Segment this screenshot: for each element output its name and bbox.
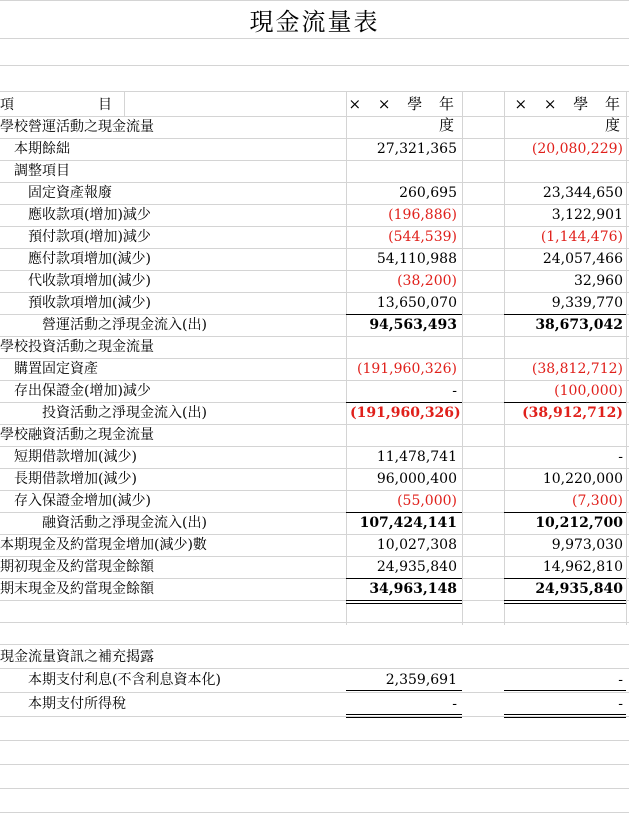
row-label[interactable]: 本期餘絀 (0, 141, 70, 157)
row-value-1[interactable]: (196,886) (388, 207, 457, 223)
row-value-2[interactable]: 9,339,770 (551, 295, 623, 311)
gridline-col (124, 91, 125, 116)
row-value-2[interactable]: 14,962,810 (542, 559, 623, 575)
row-value-1[interactable]: 27,321,365 (376, 141, 457, 157)
total-underline (346, 714, 462, 715)
row-label[interactable]: 存出保證金(增加)減少 (0, 383, 151, 399)
total-underline (504, 600, 626, 601)
row-label[interactable]: 存入保證金增加(減少) (0, 493, 151, 509)
supplement-row-value-1[interactable]: 2,359,691 (385, 672, 457, 688)
row-value-2[interactable]: 24,935,840 (535, 581, 623, 597)
gridline-row (0, 65, 629, 66)
total-underline (504, 690, 626, 691)
row-value-1[interactable]: (191,960,326) (350, 405, 461, 421)
row-value-1[interactable]: (191,960,326) (357, 361, 457, 377)
total-underline (504, 578, 626, 579)
gridline-row (0, 644, 629, 645)
row-value-1[interactable]: 13,650,070 (376, 295, 457, 311)
row-label[interactable]: 營運活動之淨現金流入(出) (0, 317, 207, 333)
gridline-row (0, 91, 629, 92)
row-value-2[interactable]: 38,673,042 (535, 317, 623, 333)
gridline-row (0, 622, 629, 623)
page-title: 現金流量表 (249, 8, 380, 36)
row-label[interactable]: 固定資產報廢 (0, 185, 112, 201)
row-label[interactable]: 期末現金及約當現金餘額 (0, 581, 154, 597)
row-value-2[interactable]: (38,912,712) (522, 405, 623, 421)
row-label[interactable]: 購置固定資產 (0, 361, 98, 377)
total-underline (346, 603, 462, 604)
row-value-1[interactable]: 96,000,400 (376, 471, 457, 487)
year-column-header-1[interactable]: × × 學 年 度 (348, 95, 460, 134)
total-underline (504, 402, 626, 403)
row-value-1[interactable]: 10,027,308 (376, 537, 457, 553)
row-value-1[interactable]: 34,963,148 (369, 581, 457, 597)
row-label[interactable]: 短期借款增加(減少) (0, 449, 137, 465)
total-underline (346, 512, 462, 513)
row-value-1[interactable]: (544,539) (388, 229, 457, 245)
row-value-2[interactable]: (38,812,712) (531, 361, 623, 377)
row-label[interactable]: 調整項目 (0, 163, 70, 179)
total-underline (346, 402, 462, 403)
row-value-2[interactable]: (7,300) (571, 493, 623, 509)
row-value-2[interactable]: (100,000) (554, 383, 623, 399)
gridline-row (0, 740, 629, 741)
row-value-2[interactable]: 32,960 (574, 273, 623, 289)
row-label[interactable]: 學校營運活動之現金流量 (0, 119, 154, 135)
total-underline (346, 600, 462, 601)
row-label[interactable]: 本期現金及約當現金增加(減少)數 (0, 537, 207, 553)
total-underline (346, 717, 462, 718)
supplement-row-label[interactable]: 本期支付所得稅 (0, 696, 126, 712)
row-value-2[interactable]: 10,212,700 (535, 515, 623, 531)
gridline-col (346, 91, 347, 625)
row-label[interactable]: 預付款項(增加)減少 (0, 229, 151, 245)
row-value-2[interactable]: 23,344,650 (542, 185, 623, 201)
total-underline (346, 690, 462, 691)
gridline-col (504, 91, 505, 625)
row-value-1[interactable]: 107,424,141 (359, 515, 457, 531)
row-label[interactable]: 預收款項增加(減少) (0, 295, 151, 311)
row-label[interactable]: 學校融資活動之現金流量 (0, 427, 154, 443)
total-underline (504, 512, 626, 513)
row-label[interactable]: 代收款項增加(減少) (0, 273, 151, 289)
row-label[interactable]: 投資活動之淨現金流入(出) (0, 405, 207, 421)
row-label[interactable]: 期初現金及約當現金餘額 (0, 559, 154, 575)
row-value-2[interactable]: (20,080,229) (531, 141, 623, 157)
row-value-1[interactable]: 260,695 (399, 185, 457, 201)
row-value-1[interactable]: (55,000) (397, 493, 457, 509)
total-underline (346, 578, 462, 579)
item-column-header[interactable]: 項 目 (0, 97, 112, 113)
row-label[interactable]: 學校投資活動之現金流量 (0, 339, 154, 355)
gridline-row (0, 764, 629, 765)
row-value-1[interactable]: 54,110,988 (376, 251, 457, 267)
row-value-2[interactable]: 24,057,466 (542, 251, 623, 267)
total-underline (346, 314, 462, 315)
row-value-1[interactable]: 24,935,840 (376, 559, 457, 575)
row-label[interactable]: 長期借款增加(減少) (0, 471, 137, 487)
gridline-col (626, 91, 627, 625)
row-label[interactable]: 應收款項(增加)減少 (0, 207, 151, 223)
supplement-row-value-2[interactable]: - (618, 672, 623, 688)
total-underline (504, 714, 626, 715)
row-value-2[interactable]: 3,122,901 (551, 207, 623, 223)
supplement-row-value-2[interactable]: - (618, 696, 623, 712)
total-underline (504, 314, 626, 315)
supplement-row-label[interactable]: 本期支付利息(不含利息資本化) (0, 672, 221, 688)
row-value-2[interactable]: 10,220,000 (542, 471, 623, 487)
gridline-row (0, 38, 629, 39)
row-label[interactable]: 融資活動之淨現金流入(出) (0, 515, 207, 531)
row-value-1[interactable]: (38,200) (397, 273, 457, 289)
row-value-1[interactable]: - (452, 383, 457, 399)
row-value-2[interactable]: - (618, 449, 623, 465)
row-label[interactable]: 應付款項增加(減少) (0, 251, 151, 267)
total-underline (504, 603, 626, 604)
row-value-1[interactable]: 11,478,741 (376, 449, 457, 465)
supplement-row-value-1[interactable]: - (452, 696, 457, 712)
row-value-1[interactable]: 94,563,493 (369, 317, 457, 333)
year-column-header-2[interactable]: × × 學 年 度 (514, 95, 626, 134)
gridline-col (462, 91, 463, 625)
gridline-row (0, 0, 629, 1)
gridline-row (0, 788, 629, 789)
gridline-row (0, 160, 629, 161)
total-underline (504, 717, 626, 718)
row-value-2[interactable]: (1,144,476) (540, 229, 623, 245)
supplement-heading[interactable]: 現金流量資訊之補充揭露 (0, 649, 154, 665)
row-value-2[interactable]: 9,973,030 (551, 537, 623, 553)
